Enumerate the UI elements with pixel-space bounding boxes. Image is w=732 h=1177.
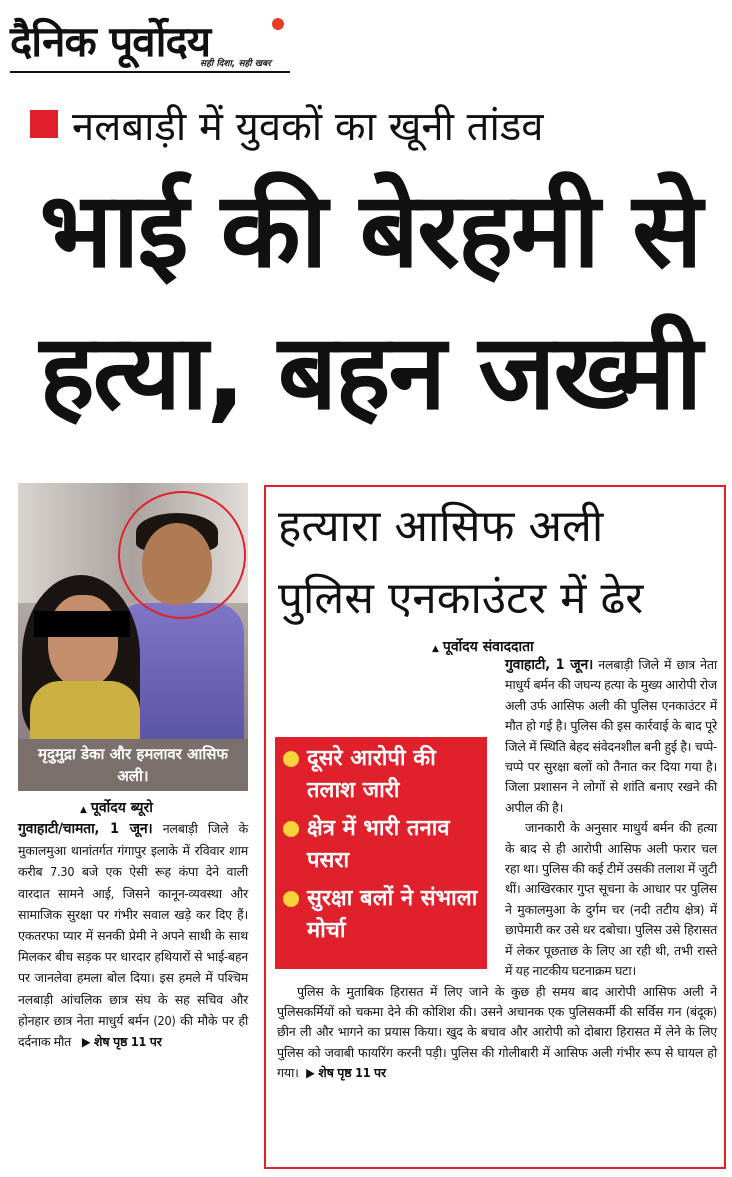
headline-line-1: भाई की बेरहमी से [39, 169, 701, 291]
right-para-3-text: पुलिस के मुताबिक हिरासत में लिए जाने के कुछ ही समय बाद आरोपी आसिफ अली ने पुलिसकर्मियों को चकमा देने की कोशिश की। उसने अचानक एक पुलिसकर्मी की सर्विस गन (बंदूक) छीन ली और भागने का प्रयास किया। खुद के बचाव और आरोपी को दोबारा हिरासत में लेने के लिए पुलिस को जवाबी फायरिंग करनी पड़ी। पुलिस की गोलीबारी में आसिफ अली गंभीर रूप से घायल हो गया। [277, 983, 717, 1081]
right-subhead-line-2: पुलिस एनकाउंटर में ढेर [278, 573, 644, 624]
yellow-bullet-icon [283, 891, 299, 907]
right-continued: ▶ शेष पृष्ठ 11 पर [298, 1065, 386, 1081]
triangle-icon: ▲ [80, 805, 87, 815]
left-dateline: गुवाहाटी/चामता, 1 जून। [18, 821, 153, 837]
triangle-icon: ▲ [432, 644, 439, 654]
newspaper-logo: दैनिक पूर्वोदय [10, 17, 211, 66]
headline-line-2: हत्या, बहन जख्मी [39, 311, 701, 433]
photo-woman-face [48, 595, 118, 687]
red-square-icon [30, 110, 58, 138]
logo-dot-icon [272, 18, 284, 30]
photo-caption: मृदुमुद्रा डेका और हमलावर आसिफ अली। [18, 739, 248, 791]
left-byline [80, 798, 153, 817]
highlight-point [283, 813, 479, 877]
left-byline-text: पूर्वोदय ब्यूरो [90, 800, 153, 816]
right-byline [432, 637, 534, 656]
right-byline-text: पूर्वोदय संवाददाता [442, 639, 534, 655]
yellow-bullet-icon [283, 821, 299, 837]
masthead-rule [10, 71, 290, 73]
photo-woman-dress [30, 681, 140, 739]
right-para-1-text: नलबाड़ी जिले में छात्र नेता माधुर्य बर्मन की जघन्य हत्या के मुख्य आरोपी रोज अली उर्फ आसिफ अली की पुलिस एनकाउंटर में मौत हो गई है। पुलिस की इस कार्रवाई के बाद पूरे जिले में स्थिति बेहद संवेदनशील बनी हुई है। चप्पे-चप्पे पर सुरक्षा बलों को तैनात कर दिया गया है। जिला प्रशासन ने लोगों से शांति बनाए रखने की अपील की है। [505, 657, 717, 815]
left-body-text: नलबाड़ी जिले के मुकालमुआ थानांतर्गत गंगापुर इलाके में रविवार शाम करीब 7.30 बजे एक ऐसी रूह कंपा देने वाली वारदात सामने आई, जिसने कानून-व्यवस्था और सामाजिक सुरक्षा पर गंभीर सवाल खड़े कर दिए हैं। एकतरफा प्यार में सनकी प्रेमी ने अपने साथी के साथ मिलकर बीच सड़क पर धारदार हथियारों से भाई-बहन पर जानलेवा हमला बोल दिया। इस हमले में पश्चिम नलबाड़ी आंचलिक छात्र संघ के सह सचिव और होनहार छात्र नेता माधुर्य बर्मन (20) की मौके पर ही दर्दनाक मौत [18, 821, 248, 1050]
left-continued-text: शेष पृष्ठ 11 पर [94, 1034, 162, 1050]
right-continued-text: शेष पृष्ठ 11 पर [318, 1065, 386, 1081]
red-circle-highlight [118, 491, 246, 619]
highlight-point [283, 743, 479, 807]
right-dateline: गुवाहाटी, 1 जून। [505, 657, 594, 673]
privacy-eye-bar [34, 611, 130, 637]
right-subhead-line-1: हत्यारा आसिफ अली [278, 501, 604, 552]
highlight-point-text: क्षेत्र में भारी तनाव पसरा [307, 816, 450, 873]
highlight-points-box [275, 737, 487, 969]
masthead-tagline: सही दिशा, सही खबर [200, 59, 271, 69]
right-para-3 [277, 982, 717, 1084]
left-continued: ▶ शेष पृष्ठ 11 पर [74, 1034, 162, 1050]
kicker [30, 98, 543, 150]
kicker-text: नलबाड़ी में युवकों का खूनी तांडव [72, 103, 544, 150]
highlight-point [283, 883, 479, 947]
news-photo [18, 483, 248, 739]
yellow-bullet-icon [283, 751, 299, 767]
right-para-2: जानकारी के अनुसार माधुर्य बर्मन की हत्या के बाद से ही आरोपी आसिफ अली फरार चल रहा था। पुलिस की कई टीमें उसकी तलाश में जुटी थीं। आखिरकार गुप्त सूचना के आधार पर पुलिस ने मुकालमुआ के दुर्गम चर (नदी तटीय क्षेत्र) में छापेमारी कर उसे धर दबोचा। पुलिस उसे हिरासत में लेकर पूछताछ के लिए आ रही थी, तभी रास्ते में यह नाटकीय घटनाक्रम घटा। [505, 820, 717, 979]
masthead [10, 6, 290, 74]
highlight-point-text: सुरक्षा बलों ने संभाला मोर्चा [307, 886, 478, 943]
left-story-body [18, 818, 248, 1052]
highlight-point-text: दूसरे आरोपी की तलाश जारी [307, 746, 436, 803]
